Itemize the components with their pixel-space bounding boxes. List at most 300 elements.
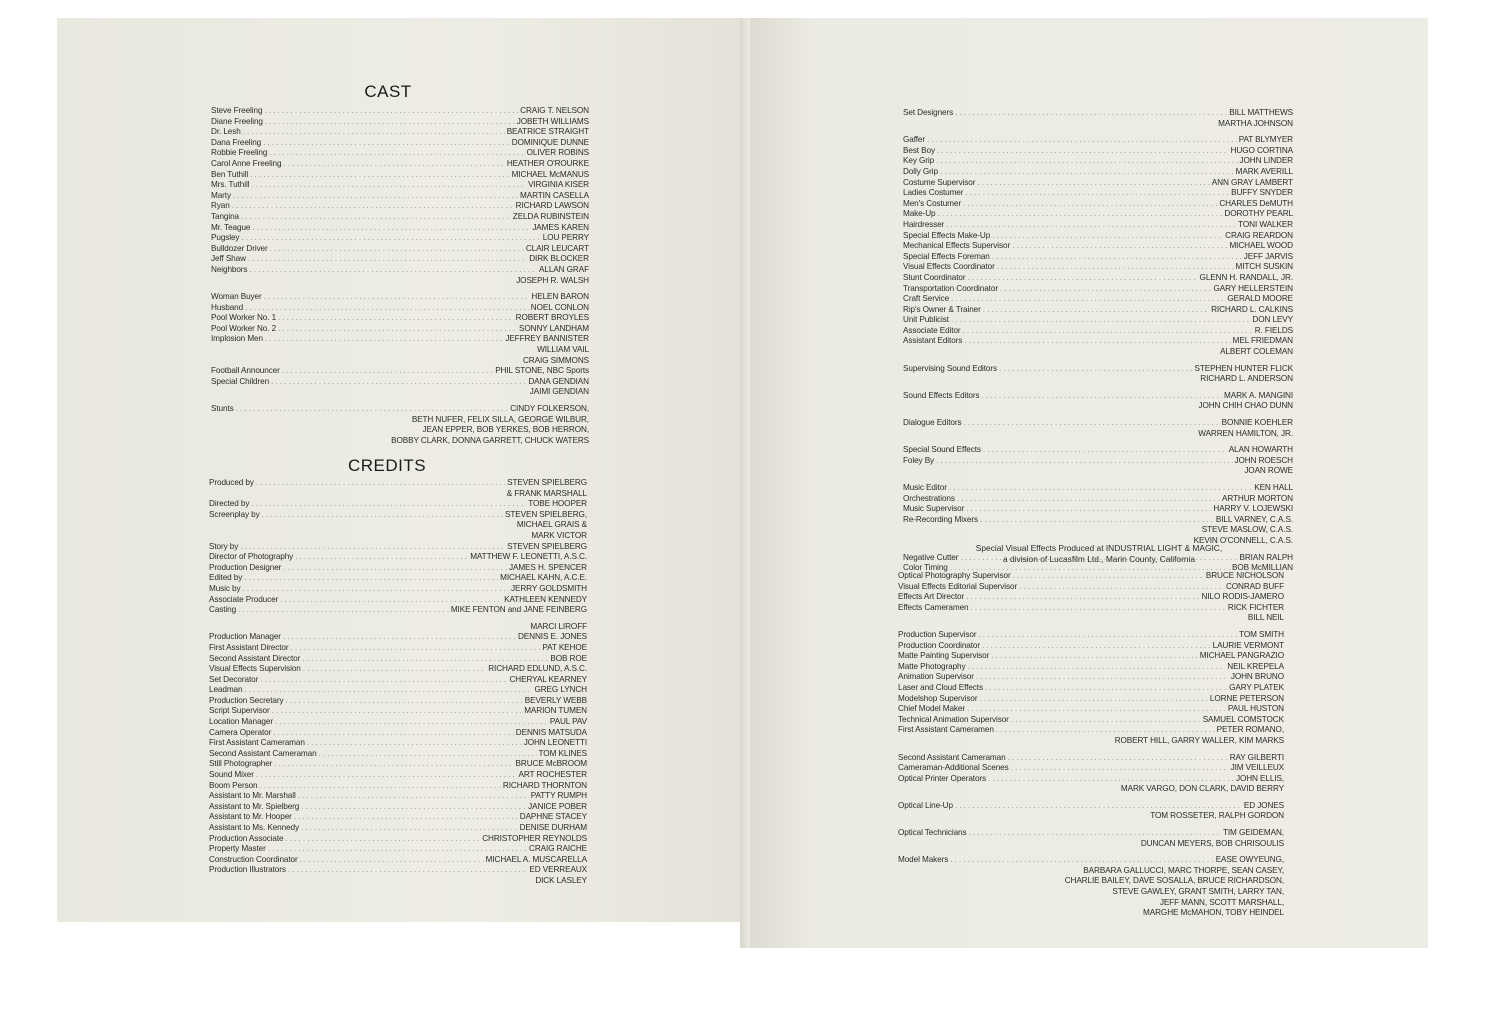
credit-name: TONI WALKER	[1238, 219, 1293, 229]
credit-name: DUNCAN MEYERS, BOB CHRISOULIS	[1140, 838, 1284, 848]
credit-row	[211, 106, 589, 117]
dot-leader	[900, 898, 1158, 909]
credit-name: DOROTHY PEARL	[1224, 209, 1293, 219]
dot-leader	[905, 466, 1242, 477]
credit-row	[209, 573, 587, 584]
dot-leader	[213, 345, 535, 356]
credit-row	[903, 188, 1293, 199]
credit-row	[903, 119, 1293, 130]
credit-role: Optical Line-Up	[898, 800, 953, 810]
credit-role: Music Supervisor	[903, 504, 965, 514]
dot-leader	[980, 515, 1214, 526]
credit-name: BONNIE KOEHLER	[1221, 418, 1293, 428]
dot-leader	[294, 812, 518, 823]
dot-leader	[905, 429, 1196, 440]
dot-leader	[951, 294, 1225, 305]
credit-row	[903, 525, 1293, 536]
dot-leader	[269, 148, 524, 159]
credit-name: MIKE FENTON and JANE FEINBERG	[450, 605, 587, 615]
dot-leader	[291, 643, 541, 654]
credit-role: Matte Photography	[898, 661, 966, 671]
credit-row	[209, 632, 587, 643]
credit-role: Implosion Men	[211, 334, 263, 344]
credit-role: Associate Producer	[209, 594, 279, 604]
credit-row	[209, 696, 587, 707]
credit-name: PHIL STONE, NBC Sports	[495, 366, 589, 376]
credit-name: CRAIG T. NELSON	[520, 106, 589, 115]
credit-name: JOHN ELLIS,	[1235, 773, 1284, 783]
dot-leader	[263, 138, 510, 149]
credit-row	[211, 117, 589, 128]
credit-name: RICK FICHTER	[1227, 602, 1284, 612]
credit-row	[211, 334, 589, 345]
credit-name: PAUL PAV	[549, 717, 587, 727]
credit-row	[903, 252, 1293, 263]
credit-row	[211, 170, 589, 181]
credit-row	[211, 180, 589, 191]
credit-row	[209, 654, 587, 665]
credit-role: Boom Person	[209, 780, 258, 790]
dot-leader	[979, 694, 1207, 705]
dot-leader	[1011, 763, 1229, 774]
credit-role: Men's Costumer	[903, 198, 961, 208]
credit-row	[903, 391, 1293, 402]
credit-name: LOU PERRY	[542, 233, 589, 243]
credit-role: Steve Freeling	[211, 106, 263, 115]
credit-row	[209, 605, 587, 616]
credit-name: ANN GRAY LAMBERT	[1211, 177, 1293, 187]
credit-row	[209, 802, 587, 813]
credit-role: Stunts	[211, 404, 234, 414]
credit-row	[903, 466, 1293, 477]
dot-leader	[967, 704, 1226, 715]
credit-name: HARRY V. LOJEWSKI	[1213, 504, 1293, 514]
dot-leader	[282, 366, 493, 377]
credit-row	[211, 292, 589, 303]
dot-leader	[233, 191, 518, 202]
dot-leader	[213, 387, 528, 398]
credit-name: MARK AVERILL	[1235, 166, 1293, 176]
dot-leader	[264, 292, 530, 303]
dot-leader	[301, 823, 518, 834]
dot-leader	[992, 252, 1242, 263]
dot-leader	[232, 201, 514, 212]
credit-name: SAMUEL COMSTOCK	[1202, 714, 1284, 724]
credit-row	[898, 774, 1284, 785]
credit-role: Marty	[211, 190, 231, 200]
credit-row	[898, 672, 1284, 683]
credit-name: TIM GEIDEMAN,	[1222, 828, 1284, 838]
credit-role: Assistant to Mr. Hooper	[209, 812, 292, 822]
credit-role: Dolly Grip	[903, 166, 938, 176]
credit-name: TOBE HOOPER	[528, 499, 587, 509]
dot-leader	[900, 736, 1113, 747]
credit-name: JAMES H. SPENCER	[508, 562, 587, 572]
credit-row	[903, 220, 1293, 231]
credit-name: RICHARD L. CALKINS	[1211, 304, 1293, 314]
credit-row	[903, 483, 1293, 494]
credit-row	[898, 801, 1284, 812]
credit-name: ALBERT COLEMAN	[1220, 347, 1293, 357]
credit-row	[903, 146, 1293, 157]
credit-role: Produced by	[209, 478, 254, 487]
credit-name: BEATRICE STRAIGHT	[506, 127, 589, 137]
credit-row	[211, 415, 589, 426]
credit-name: BOB ROE	[550, 653, 587, 663]
credit-row	[209, 781, 587, 792]
credit-role: Second Assistant Cameraman	[898, 752, 1006, 762]
dot-leader	[905, 374, 1198, 385]
dot-leader	[245, 303, 529, 314]
credit-row	[898, 908, 1284, 919]
credit-row	[211, 159, 589, 170]
credit-row	[898, 763, 1284, 774]
credit-role: Directed by	[209, 499, 250, 509]
credit-row	[898, 811, 1284, 822]
dot-leader	[303, 664, 486, 675]
dot-leader	[285, 696, 522, 707]
credit-row	[903, 156, 1293, 167]
dot-leader	[240, 542, 505, 553]
credit-name: ARTHUR MORTON	[1221, 493, 1293, 503]
dot-leader	[900, 876, 1063, 887]
credit-role: Optical Printer Operators	[898, 773, 987, 783]
credit-name: ART ROCHESTER	[518, 770, 587, 780]
dot-leader	[936, 156, 1237, 167]
credit-row	[209, 595, 587, 606]
credit-role: Property Master	[209, 844, 266, 854]
credit-name: PETER ROMANO,	[1216, 725, 1284, 735]
credit-name: JOHN LEONETTI	[523, 738, 587, 748]
credit-name: CHRISTOPHER REYNOLDS	[482, 833, 587, 843]
credit-name: ED VERREAUX	[529, 865, 587, 875]
dot-leader	[265, 117, 515, 128]
credit-row	[211, 345, 589, 356]
dot-leader	[951, 315, 1250, 326]
credit-role: Orchestrations	[903, 493, 955, 503]
credit-role: Negative Cutter	[903, 552, 959, 562]
credit-role: Optical Photography Supervisor	[898, 571, 1011, 580]
credit-role: Production Illustrators	[209, 865, 286, 875]
credit-role: Production Coordinator	[898, 640, 980, 650]
dot-leader	[280, 595, 502, 606]
credit-role: Animation Supervisor	[898, 672, 974, 682]
credit-role: Screenplay by	[209, 509, 260, 519]
credit-name: MARK A. MANGINI	[1223, 390, 1293, 400]
credit-role: Set Decorator	[209, 674, 259, 684]
credit-role: Ladies Costumer	[903, 188, 964, 198]
dot-leader	[967, 273, 1197, 284]
credit-name: ZELDA RUBINSTEIN	[512, 211, 589, 221]
credit-name: JEFF JARVIS	[1243, 251, 1293, 261]
credit-role: Still Photographer	[209, 759, 273, 769]
credit-role: Mrs. Tuthill	[211, 180, 250, 190]
credit-role: Production Designer	[209, 562, 282, 572]
credit-row	[209, 812, 587, 823]
credit-name: ALLAN GRAF	[539, 264, 589, 274]
dot-leader	[211, 622, 528, 633]
credit-name: JERRY GOLDSMITH	[511, 583, 587, 593]
credit-role: Jeff Shaw	[211, 254, 246, 264]
credit-row	[903, 374, 1293, 385]
credit-name: BEVERLY WEBB	[524, 695, 587, 705]
dot-leader	[274, 759, 513, 770]
dot-leader	[319, 749, 537, 760]
credit-row	[898, 592, 1284, 603]
dot-leader	[900, 887, 1110, 898]
dot-leader	[957, 494, 1220, 505]
credit-row	[209, 717, 587, 728]
credit-role: Construction Coordinator	[209, 854, 298, 864]
dot-leader	[1019, 582, 1224, 593]
credit-name: ALAN HOWARTH	[1228, 445, 1293, 455]
credit-role: Camera Operator	[209, 727, 272, 737]
credit-role: Special Effects Make-Up	[903, 230, 991, 240]
credit-row	[209, 834, 587, 845]
credit-name: VIRGINIA KISER	[528, 180, 589, 190]
dot-leader	[213, 276, 514, 287]
credit-role: Pool Worker No. 2	[211, 323, 277, 333]
dot-leader	[272, 706, 523, 717]
credit-role: Director of Photography	[209, 552, 294, 562]
credit-name: DON LEVY	[1252, 315, 1293, 325]
credit-name: BUFFY SNYDER	[1231, 188, 1293, 198]
credit-role: Laser and Cloud Effects	[898, 682, 983, 692]
credit-role: Rip's Owner & Trainer	[903, 304, 981, 314]
dot-leader	[988, 774, 1234, 785]
credit-name: BETH NUFER, FELIX SILLA, GEORGE WILBUR,	[411, 414, 589, 424]
credit-row	[903, 231, 1293, 242]
credit-row	[898, 898, 1284, 909]
dot-leader	[256, 770, 517, 781]
credit-row	[903, 135, 1293, 146]
credit-row	[903, 108, 1293, 119]
credit-name: CHARLIE BAILEY, DAVE SOSALLA, BRUCE RICHARDSON,	[1064, 876, 1284, 886]
dot-leader	[268, 844, 527, 855]
credit-role: Production Manager	[209, 632, 281, 642]
credit-name: JOAN ROWE	[1244, 466, 1293, 476]
dot-leader	[238, 605, 449, 616]
credit-row	[209, 552, 587, 563]
credit-role: Sound Effects Editors	[903, 390, 980, 400]
credit-name: JEAN EPPER, BOB YERKES, BOB HERRON,	[422, 425, 589, 435]
dot-leader	[250, 170, 510, 181]
credit-name: NEIL KREPELA	[1227, 661, 1284, 671]
credit-name: STEVEN SPIELBERG,	[504, 509, 587, 519]
credit-name: JAMES KAREN	[532, 222, 589, 232]
dot-leader	[260, 675, 507, 686]
dot-leader	[1011, 715, 1201, 726]
dot-leader	[244, 573, 498, 584]
credit-role: Woman Buyer	[211, 292, 262, 302]
credit-name: DENNIS MATSUDA	[515, 727, 587, 737]
credit-row	[898, 630, 1284, 641]
credit-role: Dr. Lesh	[211, 127, 241, 137]
credit-row	[209, 675, 587, 686]
credit-name: CRAIG SIMMONS	[522, 355, 589, 365]
credit-name: CINDY FOLKERSON,	[510, 404, 589, 414]
dot-leader	[900, 613, 1246, 624]
dot-leader	[996, 725, 1215, 736]
credit-name: DENISE DURHAM	[519, 823, 587, 832]
credit-name: GERALD MOORE	[1227, 294, 1293, 304]
credit-role: Modelshop Supervisor	[898, 693, 978, 703]
credit-row	[209, 759, 587, 770]
credit-name: CRAIG REARDON	[1225, 230, 1293, 240]
credit-row	[898, 753, 1284, 764]
dot-leader	[965, 188, 1229, 199]
dot-leader	[938, 209, 1223, 220]
credit-name: JOHN LINDER	[1239, 156, 1293, 166]
credit-name: PAT KEHOE	[542, 642, 587, 652]
dot-leader	[283, 563, 507, 574]
credit-role: Craft Service	[903, 294, 950, 304]
dot-leader	[285, 834, 480, 845]
ilm-line-2: a division of Lucasfilm Ltd., Marin County, California	[1002, 554, 1196, 564]
credit-row	[903, 364, 1293, 375]
credit-role: Story by	[209, 541, 239, 551]
credit-row	[209, 738, 587, 749]
credit-role: Assistant to Ms. Kennedy	[209, 823, 299, 832]
credit-role: Chief Model Maker	[898, 704, 966, 714]
credit-role: Production Supervisor	[898, 629, 977, 639]
dot-leader	[937, 146, 1229, 157]
credit-row	[209, 706, 587, 717]
credit-role: Unit Publicist	[903, 315, 949, 325]
credit-row	[903, 336, 1293, 347]
credit-row	[209, 823, 587, 834]
credit-name: MARK VARGO, DON CLARK, DAVID BERRY	[1120, 784, 1284, 794]
credit-row	[209, 876, 587, 887]
dot-leader	[288, 865, 528, 876]
dot-leader	[983, 305, 1209, 316]
credit-name: MARK VICTOR	[531, 530, 587, 540]
credit-row	[211, 313, 589, 324]
credit-name: SONNY LANDHAM	[519, 323, 589, 333]
dot-leader	[283, 159, 504, 170]
dot-leader	[950, 855, 1213, 866]
credit-row	[211, 436, 589, 447]
credit-name: KEN HALL	[1254, 483, 1293, 492]
credit-name: BOB McMILLIAN	[1231, 563, 1293, 573]
credit-row	[898, 839, 1284, 850]
credit-role: First Assistant Director	[209, 642, 289, 652]
credit-name: GARY PLATEK	[1229, 682, 1284, 692]
dot-leader	[295, 552, 468, 563]
credit-name: RICHARD L. ANDERSON	[1200, 374, 1293, 384]
credit-name: WILLIAM VAIL	[537, 345, 589, 355]
dot-leader	[256, 478, 505, 489]
credit-row	[211, 366, 589, 377]
credit-role: Best Boy	[903, 145, 935, 155]
credit-name: ED JONES	[1243, 800, 1284, 810]
credit-role: First Assistant Cameraman	[209, 738, 305, 748]
credit-name: TOM SMITH	[1239, 629, 1284, 639]
credit-role: Hairdresser	[903, 219, 945, 229]
dot-leader	[243, 584, 509, 595]
dot-leader	[1012, 241, 1227, 252]
credit-role: Key Grip	[903, 156, 935, 166]
credit-name: TOM KLINES	[538, 748, 587, 758]
dot-leader	[905, 401, 1196, 412]
credit-name: DENNIS E. JONES	[517, 632, 587, 642]
credit-row	[211, 265, 589, 276]
credit-row	[209, 584, 587, 595]
dot-leader	[967, 662, 1225, 673]
dot-leader	[262, 510, 503, 521]
dot-leader	[905, 525, 1200, 536]
credit-role: Pool Worker No. 1	[211, 313, 277, 323]
dot-leader	[966, 504, 1211, 515]
credit-row	[209, 728, 587, 739]
credit-name: BOBBY CLARK, DONNA GARRETT, CHUCK WATERS	[391, 435, 589, 445]
credit-name: WARREN HAMILTON, JR.	[1198, 428, 1293, 438]
dot-leader	[251, 180, 526, 191]
dot-leader	[955, 108, 1227, 119]
credit-row	[903, 167, 1293, 178]
credit-name: MICHAEL KAHN, A.C.E.	[500, 573, 587, 583]
credit-name: RICHARD EDLUND, A.S.C.	[488, 664, 587, 674]
credit-name: JOSEPH R. WALSH	[516, 275, 589, 285]
dot-leader	[900, 784, 1119, 795]
credit-name: GARY HELLERSTEIN	[1213, 283, 1293, 293]
credit-role: Leadman	[209, 685, 243, 695]
credit-row	[211, 223, 589, 234]
dot-leader	[992, 231, 1223, 242]
credit-role: Location Manager	[209, 717, 273, 727]
credit-row	[898, 582, 1284, 593]
credit-name: DAPHNE STACEY	[519, 812, 587, 822]
credit-name: BARBARA GALLUCCI, MARC THORPE, SEAN CASEY,	[1083, 865, 1284, 875]
credit-name: GLENN H. RANDALL, JR.	[1199, 272, 1293, 282]
credit-name: JOHN CHIH CHAO DUNN	[1198, 401, 1293, 411]
dot-leader	[977, 178, 1209, 189]
credit-role: Visual Effects Coordinator	[903, 262, 995, 272]
credit-role: Re-Recording Mixers	[903, 514, 978, 524]
credit-name: RICHARD THORNTON	[502, 780, 587, 790]
credit-row	[211, 127, 589, 138]
credit-role: Second Assistant Cameraman	[209, 748, 317, 758]
credit-role: Transportation Coordinator	[903, 283, 998, 293]
dot-leader	[244, 685, 532, 696]
credit-role: Special Effects Foreman	[903, 251, 990, 261]
credit-role: Assistant Editors	[903, 336, 963, 346]
dot-leader	[211, 489, 505, 500]
credit-row	[209, 531, 587, 542]
dot-leader	[946, 220, 1236, 231]
credit-name: DICK LASLEY	[535, 875, 587, 885]
credit-name: NILO RODIS-JAMERO	[1201, 592, 1284, 602]
credit-row	[209, 664, 587, 675]
dot-leader	[927, 135, 1237, 146]
credit-row	[211, 254, 589, 265]
credit-name: STEVEN SPIELBERG	[507, 541, 587, 551]
dot-leader	[278, 313, 514, 324]
dot-leader	[900, 908, 1141, 919]
dot-leader	[955, 801, 1242, 812]
credit-name: DOMINIQUE DUNNE	[511, 137, 589, 147]
book-gutter	[740, 18, 750, 948]
credit-role: Foley By	[903, 455, 935, 465]
credit-row	[903, 456, 1293, 467]
credit-role: Football Announcer	[211, 366, 280, 376]
credit-name: MARCI LIROFF	[530, 621, 587, 631]
dot-leader	[1000, 284, 1211, 295]
credit-role: Model Makers	[898, 855, 949, 865]
dot-leader	[273, 728, 514, 739]
dot-leader	[300, 855, 484, 866]
dot-leader	[940, 167, 1234, 178]
